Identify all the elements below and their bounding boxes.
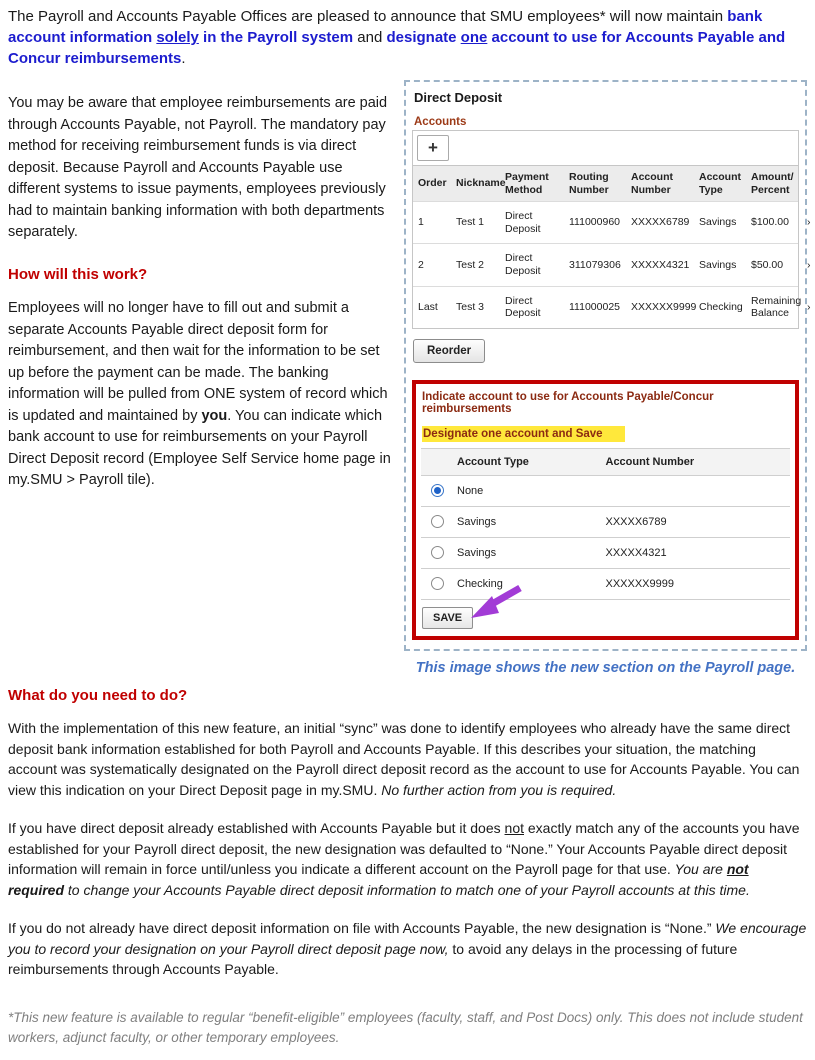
accounts-toolbar (413, 131, 798, 165)
plus-icon: + (428, 138, 438, 157)
heading-what-do-you-need-to-do: What do you need to do? (8, 686, 188, 704)
add-account-button[interactable] (417, 135, 449, 161)
cell-account-type: Savings (699, 258, 737, 271)
account-row-2[interactable] (413, 243, 811, 285)
column-header-payment-method: Payment Method (505, 171, 549, 196)
cell-order: 1 (418, 216, 424, 229)
option-type-label: None (457, 484, 484, 497)
cell-account-number: XXXXX6789 (631, 216, 690, 229)
cell-payment-method: Direct Deposit (505, 294, 541, 320)
cell-payment-method: Direct Deposit (505, 252, 541, 277)
cell-amount: $100.00 (751, 216, 789, 229)
column-header-nickname: Nickname (456, 177, 506, 190)
eligibility-footnote: *This new feature is available to regular “benefit-eligible” employees (faculty, staff, and Post Docs) only. This does not include student workers, adjunct faculty, or other temporary employees. (8, 1009, 803, 1045)
option-account-number: XXXXX4321 (605, 546, 667, 559)
chevron-right-icon[interactable]: › (807, 258, 811, 271)
designation-option-savings-6789[interactable] (421, 506, 790, 537)
radio-button[interactable] (431, 577, 444, 590)
account-row-1[interactable] (413, 201, 811, 243)
cell-payment-method: Direct Deposit (505, 210, 541, 235)
designation-option-checking-9999[interactable] (421, 568, 790, 599)
designation-title: Indicate account to use for Accounts Payable/Concur reimbursements (422, 390, 714, 415)
column-header-amount-percent: Amount/ Percent (751, 171, 794, 196)
radio-button[interactable] (431, 515, 444, 528)
direct-deposit-title: Direct Deposit (414, 90, 503, 105)
column-header-account-type: Account Type (699, 171, 741, 196)
option-type-label: Savings (457, 515, 497, 528)
background-paragraph: You may be aware that employee reimbursements are paid through Accounts Payable, not Payroll. The mandatory pay method for receiving reimbursement funds is via direct deposit. Because Payroll and Accounts Payable use different systems to issue payments, employees previously had to maintain banking information with both departments separately. (8, 95, 388, 240)
heading-how-will-this-work: How will this work? (8, 265, 148, 283)
no-direct-deposit-paragraph: If you do not already have direct deposit information on file with Accounts Payable, the new designation is “None.” We encourage you to record your designation on your Payroll direct deposit page now, to avoid any delays in the processing of future reimbursements through Accounts Payable. (8, 920, 807, 978)
two-column-zone (8, 80, 811, 676)
account-row-3[interactable] (413, 286, 811, 328)
accounts-grid (412, 130, 811, 329)
cell-order: 2 (418, 258, 424, 271)
column-header-order: Order (418, 177, 447, 190)
cell-account-number: XXXXX4321 (631, 258, 690, 271)
designation-table-header (421, 448, 790, 475)
radio-button[interactable] (431, 546, 444, 559)
cell-account-number: XXXXXX9999 (631, 300, 697, 313)
chevron-right-icon[interactable]: › (807, 300, 811, 313)
cell-routing-number: 311079306 (569, 258, 621, 271)
accounts-section-label: Accounts (414, 116, 467, 128)
not-match-paragraph: If you have direct deposit already established with Accounts Payable but it does not exactly match any of the accounts you have established for your Payroll direct deposit, the new designation was defaulted to “None.” Your Accounts Payable direct deposit information will remain in force until/unless you indicate a different account on the Payroll page for that use. You are not required to change your Accounts Payable direct deposit information to match one of your Payroll accounts at this time. (8, 820, 800, 898)
column-header-account-type: Account Type (457, 455, 529, 468)
cell-amount: Remaining Balance (751, 294, 802, 320)
cell-order: Last (418, 300, 438, 313)
option-type-label: Checking (457, 577, 503, 590)
intro-paragraph: The Payroll and Accounts Payable Offices are pleased to announce that SMU employees* will now maintain bank account information solely in the Payroll system and designate one account to use for Accounts Payable and Concur reimbursements. (8, 8, 786, 67)
option-type-label: Savings (457, 546, 497, 559)
column-header-account-number: Account Number (605, 455, 695, 468)
chevron-right-icon[interactable]: › (807, 216, 811, 229)
right-column (404, 80, 811, 676)
cell-routing-number: 111000960 (569, 216, 620, 229)
radio-button[interactable] (431, 484, 444, 497)
accounts-table-header (413, 165, 798, 201)
cell-amount: $50.00 (751, 258, 784, 271)
designation-option-none[interactable] (421, 475, 790, 506)
save-button[interactable]: SAVE (422, 607, 473, 629)
option-account-number: XXXXX6789 (605, 515, 667, 528)
option-account-number: XXXXXX9999 (605, 577, 674, 590)
sync-paragraph: With the implementation of this new feature, an initial “sync” was done to identify employees who already have the same direct deposit bank information established for both Payroll and Accounts Payable. If this describes your situation, the matching account was systematically designated on the Payroll direct deposit record as the account to use for Accounts Payable. You can view this indication on your Direct Deposit page in my.SMU. No further action from you is required. (8, 720, 800, 798)
column-header-account-number: Account Number (631, 171, 673, 196)
bottom-section (8, 686, 807, 1056)
designation-option-savings-4321[interactable] (421, 537, 790, 568)
cell-account-type: Checking (699, 300, 743, 313)
ap-designation-box (412, 380, 799, 640)
column-header-routing-number: Routing Number (569, 171, 609, 196)
cell-nickname: Test 3 (456, 300, 485, 313)
how-it-works-paragraph: Employees will no longer have to fill out and submit a separate Accounts Payable direct deposit form for reimbursement, and then wait for the information to be set up before the payment can be made. The banking information will be pulled from ONE system of record which is updated and maintained by you. You can indicate which bank account to use for reimbursements on your Payroll Direct Deposit record (Employee Self Service home page in my.SMU > Payroll tile). (8, 300, 391, 488)
cell-nickname: Test 2 (456, 258, 485, 271)
direct-deposit-panel (404, 80, 811, 651)
cell-nickname: Test 1 (456, 216, 485, 229)
cell-routing-number: 111000025 (569, 300, 620, 313)
designate-highlight-note: Designate one account and Save (422, 426, 625, 442)
reorder-button[interactable]: Reorder (413, 339, 485, 363)
cell-account-type: Savings (699, 216, 737, 229)
figure-caption: This image shows the new section on the Payroll page. (415, 659, 796, 676)
left-column (8, 80, 404, 512)
